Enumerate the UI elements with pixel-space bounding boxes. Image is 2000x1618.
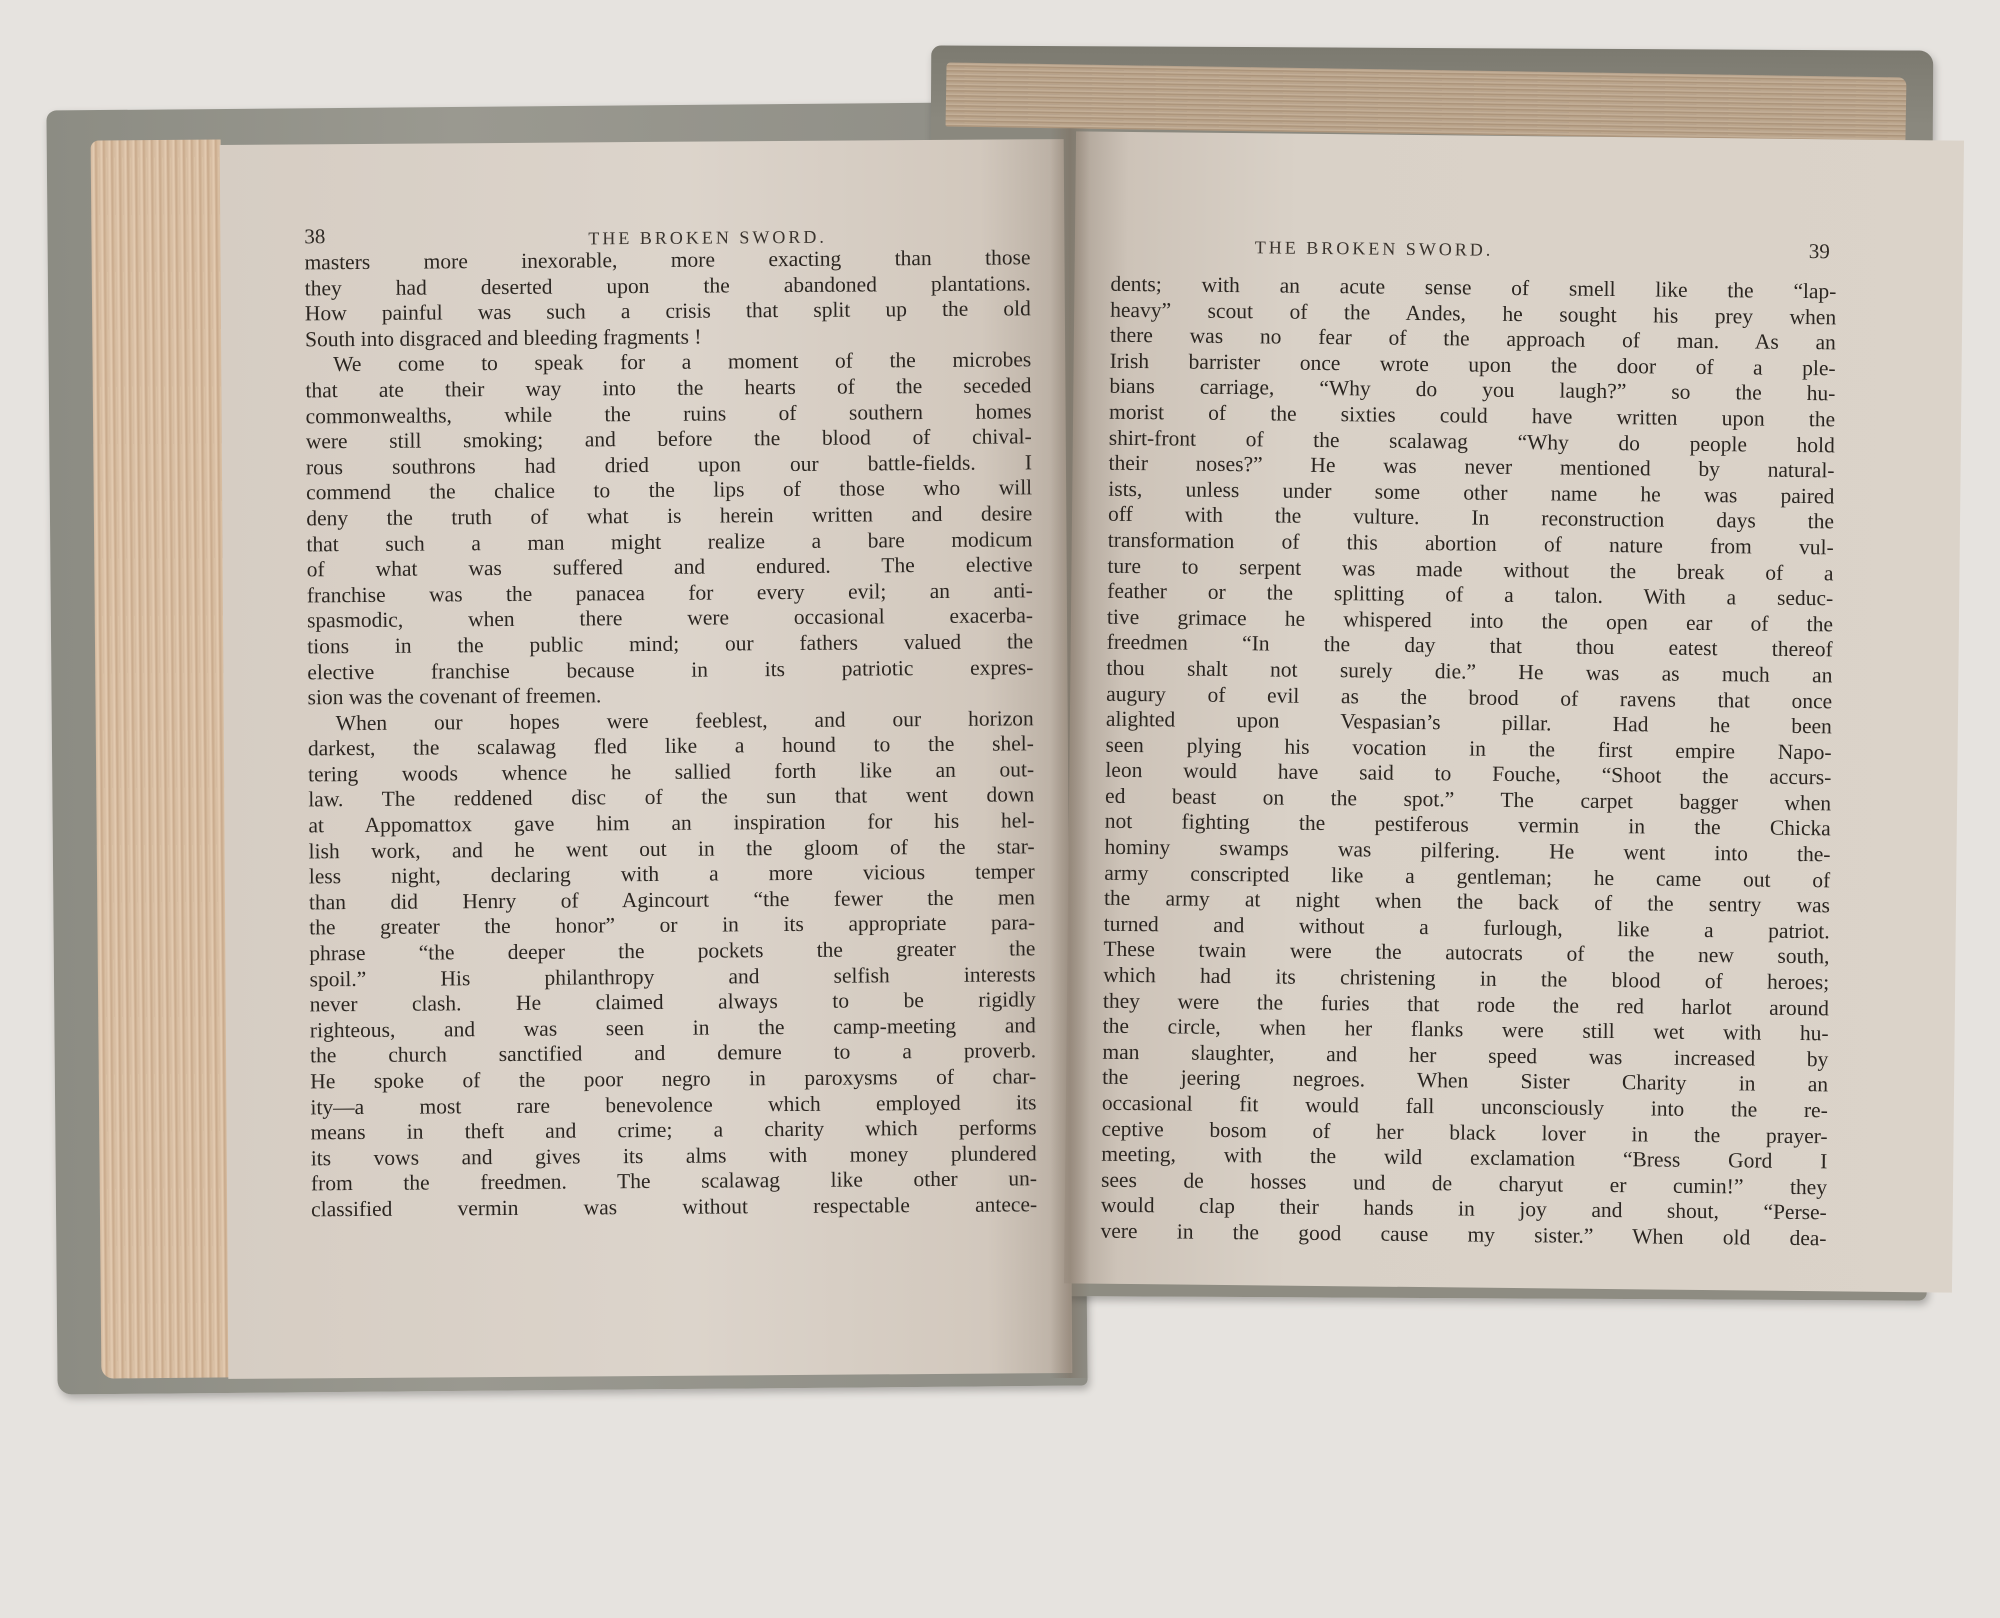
book-gutter bbox=[1050, 128, 1090, 1378]
text-line: spoil.” His philanthropy and selfish interests bbox=[309, 961, 1036, 991]
text-line: would clap their hands in joy and shout, “Perse- bbox=[1100, 1193, 1827, 1225]
text-line: from the freedmen. The scalawag like other un- bbox=[310, 1166, 1038, 1196]
text-line: its vows and gives its alms with money plundered bbox=[310, 1141, 1037, 1171]
text-line: We come to speak for a moment of the microbes bbox=[333, 347, 1032, 377]
text-line: the greater the honor” or in its appropriate para- bbox=[309, 910, 1036, 940]
text-line: they were the furies that rode the red harlot around bbox=[1102, 988, 1830, 1020]
text-line: feather or the splitting of a talon. With a seduc- bbox=[1107, 578, 1834, 611]
text-line: phrase “the deeper the pockets the greater the bbox=[309, 936, 1036, 966]
text-line: man slaughter, and her speed was increased by bbox=[1102, 1039, 1829, 1072]
text-line: augury of evil as the brood of ravens that once bbox=[1106, 681, 1833, 713]
text-line: the jeering negroes. When Sister Charity in an bbox=[1102, 1065, 1829, 1097]
text-line: the church sanctified and demure to a proverb. bbox=[309, 1038, 1037, 1068]
text-line: hominy swamps was pilfering. He went into the- bbox=[1104, 834, 1831, 867]
text-line: were still smoking; and before the blood of chival- bbox=[305, 424, 1032, 454]
text-line: He spoke of the poor negro in paroxysms of char- bbox=[310, 1064, 1037, 1094]
text-line: means in theft and crime; a charity which performs bbox=[310, 1115, 1037, 1145]
text-line: never clash. He claimed always to be rigidly bbox=[309, 987, 1036, 1017]
text-line: lish work, and he went out in the gloom of the star- bbox=[308, 833, 1035, 864]
text-line: they had deserted upon the abandoned plantations. bbox=[304, 270, 1031, 300]
text-line: turned and without a furlough, like a patriot. bbox=[1103, 911, 1830, 944]
text-line: When our hopes were feeblest, and our horizon bbox=[335, 705, 1034, 735]
text-line: alighted upon Vespasian’s pillar. Had he been bbox=[1105, 706, 1832, 739]
text-line: tering woods whence he sallied forth like an out- bbox=[308, 757, 1035, 787]
text-line: the army at night when the back of the sentry was bbox=[1103, 885, 1831, 918]
text-line: ed beast on the spot.” The carpet bagger when bbox=[1104, 783, 1832, 816]
text-line: These twain were the autocrats of the new south, bbox=[1103, 937, 1830, 969]
text-line: leon would have said to Fouche, “Shoot the accurs- bbox=[1105, 758, 1832, 790]
text-line: not fighting the pestiferous vermin in the Chicka bbox=[1104, 809, 1831, 841]
page-edges-left bbox=[91, 139, 232, 1378]
text-line: that such a man might realize a bare modicum bbox=[306, 526, 1033, 556]
text-line: How painful was such a crisis that split up the old bbox=[304, 296, 1031, 326]
text-line: ceptive bosom of her black lover in the prayer- bbox=[1101, 1116, 1828, 1148]
text-line: occasional fit would fall unconsciously into the re- bbox=[1101, 1090, 1828, 1123]
text-line: franchise was the panacea for every evil; an anti- bbox=[306, 578, 1033, 608]
text-line: less night, declaring with a more vicious temper bbox=[308, 859, 1035, 889]
page-number-right: 39 bbox=[1808, 239, 1830, 264]
text-line: of what was suffered and endured. The elective bbox=[306, 552, 1033, 582]
text-line: elective franchise because in its patriotic expres- bbox=[307, 654, 1034, 684]
text-line: deny the truth of what is herein written and desire bbox=[306, 501, 1033, 531]
text-line: at Appomattox gave him an inspiration for his hel- bbox=[308, 808, 1035, 838]
text-line: morist of the sixties could have written upon the bbox=[1108, 399, 1836, 432]
text-line: off with the vulture. In reconstruction days the bbox=[1107, 502, 1835, 534]
text-line: which had its christening in the blood of heroes; bbox=[1103, 962, 1830, 995]
text-line: heavy” scout of the Andes, he sought his prey when bbox=[1110, 297, 1837, 329]
text-line: South into disgraced and bleeding fragments ! bbox=[304, 324, 702, 352]
text-line: classified vermin was without respectable antece- bbox=[311, 1192, 1038, 1222]
right-page bbox=[1064, 131, 1964, 1292]
text-line: ture to serpent was made without the break of a bbox=[1107, 553, 1834, 585]
text-line: Irish barrister once wrote upon the door of a ple- bbox=[1109, 348, 1836, 381]
text-line: shirt-front of the scalawag “Why do people hold bbox=[1108, 425, 1835, 457]
text-line: ity—a most rare benevolence which employed its bbox=[310, 1089, 1037, 1119]
text-line: thou shalt not surely die.” He was as much an bbox=[1106, 655, 1833, 688]
text-line: commend the chalice to the lips of those who will bbox=[306, 475, 1033, 505]
text-line: army conscripted like a gentleman; he came out of bbox=[1104, 860, 1831, 892]
text-line: masters more inexorable, more exacting than those bbox=[304, 245, 1031, 275]
text-line: there was no fear of the approach of man. As an bbox=[1109, 322, 1837, 355]
text-line: sees de hosses und de charyut er cumin!” they bbox=[1100, 1167, 1828, 1200]
text-line: vere in the good cause my sister.” When old dea- bbox=[1100, 1218, 1827, 1251]
left-page bbox=[220, 139, 1073, 1379]
text-line: commonwealths, while the ruins of southern homes bbox=[305, 398, 1032, 428]
text-line: the circle, when her flanks were still wet with hu- bbox=[1102, 1013, 1829, 1046]
running-head-left: THE BROKEN SWORD. bbox=[588, 226, 827, 249]
text-line: darkest, the scalawag fled like a hound to the shel- bbox=[307, 731, 1034, 761]
text-line: dents; with an acute sense of smell like the “lap- bbox=[1110, 271, 1837, 304]
text-line: law. The reddened disc of the sun that went down bbox=[308, 782, 1035, 812]
text-line: ists, unless under some other name he was paired bbox=[1108, 476, 1835, 509]
text-line: than did Henry of Agincourt “the fewer the men bbox=[308, 885, 1036, 915]
text-line: that ate their way into the hearts of the seceded bbox=[305, 373, 1032, 403]
text-line: spasmodic, when there were occasional exacerba- bbox=[306, 603, 1034, 633]
text-line: bians carriage, “Why do you laugh?” so the hu- bbox=[1109, 374, 1836, 406]
left-page-body bbox=[304, 245, 1037, 1223]
text-line: freedmen “In the day that thou eatest thereof bbox=[1106, 630, 1833, 662]
text-line: righteous, and was seen in the camp-meeting and bbox=[309, 1013, 1036, 1043]
text-line: tive grimace he whispered into the open ear of the bbox=[1106, 604, 1834, 637]
text-line: their noses?” He was never mentioned by natural- bbox=[1108, 450, 1835, 483]
text-line: sion was the covenant of freemen. bbox=[307, 683, 602, 710]
text-line: tions in the public mind; our fathers valued the bbox=[307, 629, 1034, 659]
text-line: transformation of this abortion of nature from vul- bbox=[1107, 527, 1834, 560]
right-page-body bbox=[1100, 272, 1836, 1252]
text-line: meeting, with the wild exclamation “Bress Gord I bbox=[1101, 1141, 1828, 1174]
page-number-left: 38 bbox=[304, 224, 326, 249]
running-head-right: THE BROKEN SWORD. bbox=[1254, 237, 1494, 260]
text-line: seen plying his vocation in the first empire Napo- bbox=[1105, 732, 1832, 765]
text-line: rous southrons had dried upon our battle-fields. I bbox=[305, 450, 1033, 480]
